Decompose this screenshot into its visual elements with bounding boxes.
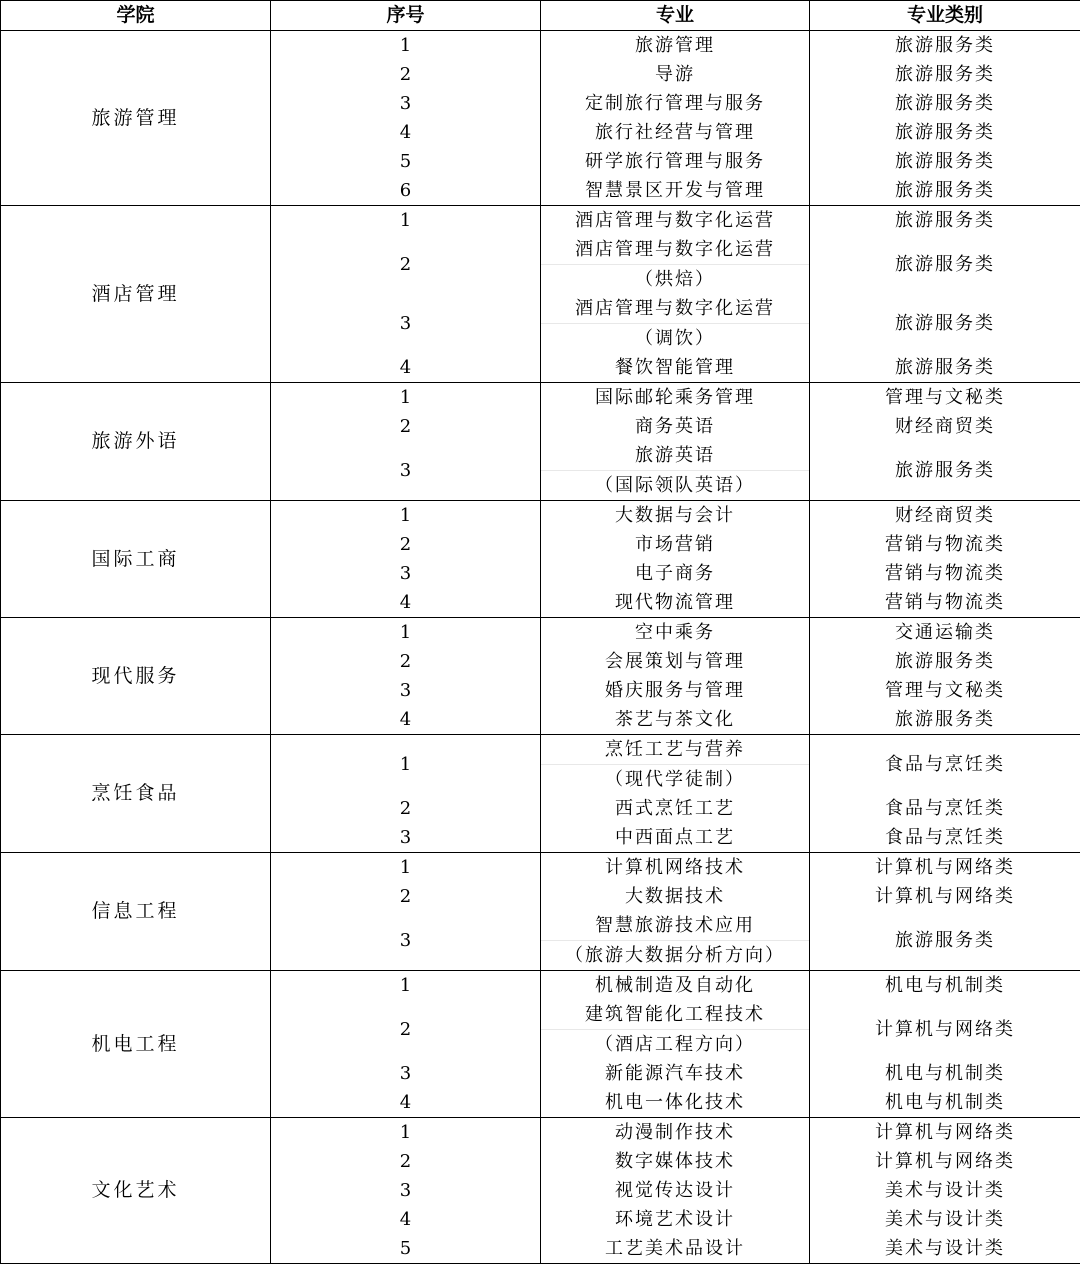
seq-cell: 3 xyxy=(271,911,541,971)
seq-cell: 4 xyxy=(271,118,541,147)
seq-cell: 2 xyxy=(271,647,541,676)
seq-cell: 1 xyxy=(271,31,541,61)
major-name-line: 商务英语 xyxy=(635,416,715,437)
header-college: 学院 xyxy=(1,1,271,31)
major-name-line: 机电一体化技术 xyxy=(605,1092,745,1113)
category-cell: 旅游服务类 xyxy=(810,31,1080,61)
seq-cell: 2 xyxy=(271,60,541,89)
category-cell: 计算机与网络类 xyxy=(810,1118,1080,1148)
major-cell xyxy=(541,971,810,1001)
major-cell xyxy=(541,676,810,705)
major-name-line: 酒店管理与数字化运营 xyxy=(541,294,809,324)
seq-cell: 1 xyxy=(271,618,541,648)
major-cell xyxy=(541,794,810,823)
header-category: 专业类别 xyxy=(810,1,1080,31)
seq-cell: 2 xyxy=(271,235,541,294)
table-body xyxy=(1,31,1080,1264)
category-cell: 管理与文秘类 xyxy=(810,676,1080,705)
category-cell: 计算机与网络类 xyxy=(810,1000,1080,1059)
major-name-line: 动漫制作技术 xyxy=(615,1122,735,1143)
major-cell xyxy=(541,1118,810,1148)
major-name-line: 茶艺与茶文化 xyxy=(615,709,735,730)
seq-cell: 1 xyxy=(271,971,541,1001)
major-name-line: 计算机网络技术 xyxy=(605,857,745,878)
major-name-line: 会展策划与管理 xyxy=(605,651,745,672)
major-cell xyxy=(541,618,810,648)
seq-cell: 2 xyxy=(271,412,541,441)
seq-cell: 2 xyxy=(271,530,541,559)
seq-cell: 3 xyxy=(271,559,541,588)
college-cell: 机电工程 xyxy=(1,971,271,1118)
category-cell: 机电与机制类 xyxy=(810,1088,1080,1118)
table-row xyxy=(1,735,1080,795)
category-cell: 财经商贸类 xyxy=(810,501,1080,531)
major-name-line: （调饮） xyxy=(541,324,809,353)
major-name-line: 新能源汽车技术 xyxy=(605,1063,745,1084)
category-cell: 旅游服务类 xyxy=(810,353,1080,383)
major-name-line: 定制旅行管理与服务 xyxy=(585,93,765,114)
table-row xyxy=(1,501,1080,531)
category-cell: 食品与烹饪类 xyxy=(810,735,1080,795)
major-cell xyxy=(541,588,810,618)
category-cell: 旅游服务类 xyxy=(810,147,1080,176)
table-row xyxy=(1,853,1080,883)
major-cell xyxy=(541,823,810,853)
major-cell xyxy=(541,1000,810,1059)
category-cell: 旅游服务类 xyxy=(810,60,1080,89)
major-name-line: 环境艺术设计 xyxy=(615,1209,735,1230)
major-cell xyxy=(541,294,810,353)
major-name-line: 烹饪工艺与营养 xyxy=(541,735,809,765)
major-name-line: （烘焙） xyxy=(541,265,809,294)
major-cell xyxy=(541,176,810,206)
seq-cell: 2 xyxy=(271,794,541,823)
major-name-line: （酒店工程方向） xyxy=(541,1030,809,1059)
major-name-line: 旅行社经营与管理 xyxy=(595,122,755,143)
major-cell xyxy=(541,1088,810,1118)
major-name-line: 空中乘务 xyxy=(635,622,715,643)
category-cell: 旅游服务类 xyxy=(810,294,1080,353)
major-name-line: 导游 xyxy=(655,64,695,85)
seq-cell: 3 xyxy=(271,676,541,705)
category-cell: 旅游服务类 xyxy=(810,235,1080,294)
category-cell: 食品与烹饪类 xyxy=(810,823,1080,853)
major-name-line: （国际领队英语） xyxy=(541,471,809,500)
major-cell xyxy=(541,60,810,89)
category-cell: 交通运输类 xyxy=(810,618,1080,648)
seq-cell: 3 xyxy=(271,1059,541,1088)
major-name-line: （旅游大数据分析方向） xyxy=(541,941,809,970)
major-name-line: 数字媒体技术 xyxy=(615,1151,735,1172)
category-cell: 旅游服务类 xyxy=(810,89,1080,118)
seq-cell: 1 xyxy=(271,1118,541,1148)
major-name-line: 智慧旅游技术应用 xyxy=(541,911,809,941)
major-cell xyxy=(541,235,810,294)
table-row xyxy=(1,1118,1080,1148)
major-cell xyxy=(541,441,810,501)
major-cell xyxy=(541,353,810,383)
major-name-line: 研学旅行管理与服务 xyxy=(585,151,765,172)
college-cell: 信息工程 xyxy=(1,853,271,971)
major-name-line: 酒店管理与数字化运营 xyxy=(575,210,775,231)
seq-cell: 4 xyxy=(271,705,541,735)
category-cell: 计算机与网络类 xyxy=(810,853,1080,883)
major-cell xyxy=(541,1059,810,1088)
table-row xyxy=(1,383,1080,413)
major-cell xyxy=(541,412,810,441)
major-name-line: 机械制造及自动化 xyxy=(595,975,755,996)
major-cell xyxy=(541,206,810,236)
major-name-line: 国际邮轮乘务管理 xyxy=(595,387,755,408)
seq-cell: 4 xyxy=(271,1205,541,1234)
category-cell: 营销与物流类 xyxy=(810,559,1080,588)
category-cell: 营销与物流类 xyxy=(810,588,1080,618)
seq-cell: 3 xyxy=(271,89,541,118)
table-row xyxy=(1,971,1080,1001)
seq-cell: 3 xyxy=(271,823,541,853)
category-cell: 旅游服务类 xyxy=(810,647,1080,676)
category-cell: 营销与物流类 xyxy=(810,530,1080,559)
seq-cell: 4 xyxy=(271,588,541,618)
category-cell: 旅游服务类 xyxy=(810,206,1080,236)
major-name-line: 婚庆服务与管理 xyxy=(605,680,745,701)
seq-cell: 1 xyxy=(271,501,541,531)
category-cell: 美术与设计类 xyxy=(810,1234,1080,1264)
college-cell: 烹饪食品 xyxy=(1,735,271,853)
category-cell: 计算机与网络类 xyxy=(810,1147,1080,1176)
major-cell xyxy=(541,1205,810,1234)
table-row xyxy=(1,206,1080,236)
major-cell xyxy=(541,383,810,413)
seq-cell: 1 xyxy=(271,383,541,413)
category-cell: 管理与文秘类 xyxy=(810,383,1080,413)
category-cell: 旅游服务类 xyxy=(810,176,1080,206)
category-cell: 旅游服务类 xyxy=(810,441,1080,501)
major-name-line: 电子商务 xyxy=(635,563,715,584)
header-row xyxy=(1,1,1080,31)
major-name-line: 工艺美术品设计 xyxy=(605,1238,745,1259)
major-cell xyxy=(541,882,810,911)
seq-cell: 2 xyxy=(271,1000,541,1059)
major-cell xyxy=(541,530,810,559)
major-name-line: 旅游英语 xyxy=(541,441,809,471)
college-cell: 国际工商 xyxy=(1,501,271,618)
major-cell xyxy=(541,1234,810,1264)
major-name-line: 大数据技术 xyxy=(625,886,725,907)
major-cell xyxy=(541,647,810,676)
category-cell: 计算机与网络类 xyxy=(810,882,1080,911)
college-cell: 酒店管理 xyxy=(1,206,271,383)
major-cell xyxy=(541,559,810,588)
category-cell: 旅游服务类 xyxy=(810,705,1080,735)
category-cell: 机电与机制类 xyxy=(810,971,1080,1001)
major-cell xyxy=(541,1147,810,1176)
major-name-line: 市场营销 xyxy=(635,534,715,555)
major-name-line: 酒店管理与数字化运营 xyxy=(541,235,809,265)
seq-cell: 3 xyxy=(271,294,541,353)
major-name-line: 智慧景区开发与管理 xyxy=(585,180,765,201)
major-name-line: 中西面点工艺 xyxy=(615,827,735,848)
major-cell xyxy=(541,911,810,971)
major-name-line: 旅游管理 xyxy=(635,35,715,56)
college-cell: 旅游外语 xyxy=(1,383,271,501)
seq-cell: 4 xyxy=(271,1088,541,1118)
seq-cell: 4 xyxy=(271,353,541,383)
major-cell xyxy=(541,1176,810,1205)
seq-cell: 2 xyxy=(271,1147,541,1176)
seq-cell: 2 xyxy=(271,882,541,911)
major-cell xyxy=(541,705,810,735)
seq-cell: 1 xyxy=(271,735,541,795)
seq-cell: 1 xyxy=(271,853,541,883)
major-cell xyxy=(541,118,810,147)
table-row xyxy=(1,618,1080,648)
category-cell: 旅游服务类 xyxy=(810,118,1080,147)
major-name-line: （现代学徒制） xyxy=(541,765,809,794)
category-cell: 机电与机制类 xyxy=(810,1059,1080,1088)
major-cell xyxy=(541,31,810,61)
seq-cell: 5 xyxy=(271,1234,541,1264)
seq-cell: 5 xyxy=(271,147,541,176)
header-major: 专业 xyxy=(541,1,810,31)
category-cell: 美术与设计类 xyxy=(810,1205,1080,1234)
major-cell xyxy=(541,501,810,531)
college-cell: 文化艺术 xyxy=(1,1118,271,1264)
category-cell: 食品与烹饪类 xyxy=(810,794,1080,823)
seq-cell: 3 xyxy=(271,441,541,501)
major-cell xyxy=(541,147,810,176)
category-cell: 美术与设计类 xyxy=(810,1176,1080,1205)
major-name-line: 建筑智能化工程技术 xyxy=(541,1000,809,1030)
college-cell: 现代服务 xyxy=(1,618,271,735)
category-cell: 旅游服务类 xyxy=(810,911,1080,971)
major-cell xyxy=(541,853,810,883)
header-seq: 序号 xyxy=(271,1,541,31)
seq-cell: 1 xyxy=(271,206,541,236)
major-name-line: 西式烹饪工艺 xyxy=(615,798,735,819)
seq-cell: 6 xyxy=(271,176,541,206)
seq-cell: 3 xyxy=(271,1176,541,1205)
college-cell: 旅游管理 xyxy=(1,31,271,206)
major-name-line: 大数据与会计 xyxy=(615,505,735,526)
major-name-line: 视觉传达设计 xyxy=(615,1180,735,1201)
major-name-line: 现代物流管理 xyxy=(615,592,735,613)
table-row xyxy=(1,31,1080,61)
category-cell: 财经商贸类 xyxy=(810,412,1080,441)
major-name-line: 餐饮智能管理 xyxy=(615,357,735,378)
major-cell xyxy=(541,735,810,795)
major-cell xyxy=(541,89,810,118)
